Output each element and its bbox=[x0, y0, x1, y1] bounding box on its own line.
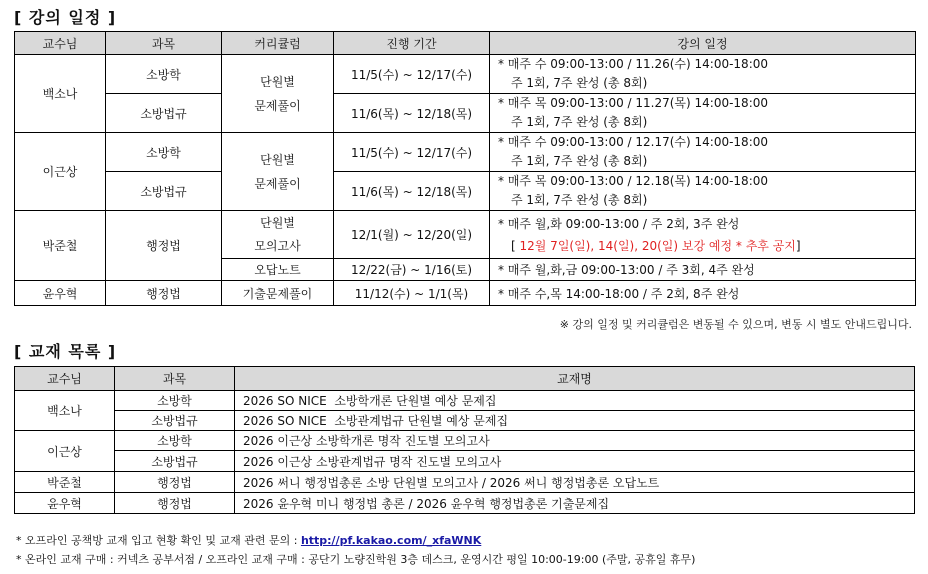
period-cell: 11/5(수) ~ 12/17(수) bbox=[334, 55, 490, 94]
table-row bbox=[15, 55, 916, 94]
textbook-title-cell: 2026 이근상 소방관계법규 명작 진도별 모의고사 bbox=[235, 451, 915, 472]
period-cell: 11/6(목) ~ 12/18(목) bbox=[334, 172, 490, 211]
subject-cell: 소방학 bbox=[115, 431, 235, 451]
period-cell: 11/12(수) ~ 1/1(목) bbox=[334, 281, 490, 306]
professor-cell: 박준철 bbox=[15, 472, 115, 493]
professor-cell: 백소나 bbox=[15, 55, 106, 133]
professor-cell: 윤우혁 bbox=[15, 493, 115, 514]
subject-cell: 소방법규 bbox=[115, 411, 235, 431]
header-subject: 과목 bbox=[115, 367, 235, 391]
footer-inquiry-line: * 오프라인 공책방 교재 입고 현황 확인 및 교재 관련 문의 : http://pf.kakao.com/_xfaWNK bbox=[16, 534, 482, 547]
curriculum-cell: 단원별 문제풀이 bbox=[222, 55, 334, 133]
table-row bbox=[15, 94, 916, 133]
subject-cell: 소방법규 bbox=[115, 451, 235, 472]
schedule-change-note: ※ 강의 일정 및 커리큘럼은 변동될 수 있으며, 변동 시 별도 안내드립니다. bbox=[559, 318, 912, 331]
subject-cell: 소방학 bbox=[115, 391, 235, 411]
table-row bbox=[15, 431, 915, 451]
header-textbook: 교재명 bbox=[235, 367, 915, 391]
schedule-cell: * 매주 수,목 14:00-18:00 / 주 2회, 8주 완성 bbox=[490, 281, 916, 306]
textbook-title-cell: 2026 SO NICE 소방학개론 단원별 예상 문제집 bbox=[235, 391, 915, 411]
professor-cell: 윤우혁 bbox=[15, 281, 106, 306]
kakao-inquiry-link[interactable]: http://pf.kakao.com/_xfaWNK bbox=[300, 534, 482, 547]
professor-cell: 백소나 bbox=[15, 391, 115, 431]
table-row bbox=[15, 211, 916, 259]
header-curriculum: 커리큘럼 bbox=[222, 32, 334, 55]
subject-cell: 행정법 bbox=[115, 493, 235, 514]
subject-cell: 소방학 bbox=[106, 133, 222, 172]
makeup-notice: [ 12월 7일(일), 14(일), 20(일) 보강 예정 * 추후 공지] bbox=[511, 238, 801, 253]
header-subject: 과목 bbox=[106, 32, 222, 55]
period-cell: 11/5(수) ~ 12/17(수) bbox=[334, 133, 490, 172]
textbook-table bbox=[14, 366, 915, 514]
subject-cell: 행정법 bbox=[106, 211, 222, 281]
subject-cell: 소방법규 bbox=[106, 94, 222, 133]
footer-purchase-line: * 온라인 교재 구매 : 커넥츠 공부서점 / 오프라인 교재 구매 : 공단기 노량진학원 3층 데스크, 운영시간 평일 10:00-19:00 (주말, 공휴일 휴무) bbox=[16, 553, 696, 566]
curriculum-cell: 단원별 모의고사 bbox=[222, 211, 334, 259]
subject-cell: 소방학 bbox=[106, 55, 222, 94]
textbook-title-cell: 2026 이근상 소방학개론 명작 진도별 모의고사 bbox=[235, 431, 915, 451]
table-row bbox=[15, 493, 915, 514]
professor-cell: 이근상 bbox=[15, 133, 106, 211]
table-row bbox=[15, 172, 916, 211]
table-row bbox=[15, 411, 915, 431]
subject-cell: 소방법규 bbox=[106, 172, 222, 211]
table-row bbox=[15, 472, 915, 493]
schedule-cell: * 매주 수 09:00-13:00 / 11.26(수) 14:00-18:00 주 1회, 7주 완성 (총 8회) bbox=[490, 55, 916, 94]
period-cell: 11/6(목) ~ 12/18(목) bbox=[334, 94, 490, 133]
period-cell: 12/1(월) ~ 12/20(일) bbox=[334, 211, 490, 259]
textbook-title-cell: 2026 SO NICE 소방관계법규 단원별 예상 문제집 bbox=[235, 411, 915, 431]
textbook-section-title: [ 교재 목록 ] bbox=[14, 342, 117, 361]
textbook-title-cell: 2026 써니 행정법총론 소방 단원별 모의고사 / 2026 써니 행정법총론 오답노트 bbox=[235, 472, 915, 493]
header-schedule: 강의 일정 bbox=[490, 32, 916, 55]
textbook-header-row bbox=[15, 367, 915, 391]
header-professor: 교수님 bbox=[15, 367, 115, 391]
schedule-cell: * 매주 목 09:00-13:00 / 11.27(목) 14:00-18:00 주 1회, 7주 완성 (총 8회) bbox=[490, 94, 916, 133]
textbook-title-cell: 2026 윤우혁 미니 행정법 총론 / 2026 윤우혁 행정법총론 기출문제집 bbox=[235, 493, 915, 514]
header-professor: 교수님 bbox=[15, 32, 106, 55]
table-row bbox=[15, 451, 915, 472]
professor-cell: 박준철 bbox=[15, 211, 106, 281]
table-row bbox=[15, 391, 915, 411]
subject-cell: 행정법 bbox=[106, 281, 222, 306]
schedule-cell: * 매주 월,화,금 09:00-13:00 / 주 3회, 4주 완성 bbox=[490, 259, 916, 281]
curriculum-cell: 기출문제풀이 bbox=[222, 281, 334, 306]
header-period: 진행 기간 bbox=[334, 32, 490, 55]
curriculum-cell: 오답노트 bbox=[222, 259, 334, 281]
table-row bbox=[15, 281, 916, 306]
schedule-cell: * 매주 수 09:00-13:00 / 12.17(수) 14:00-18:00 주 1회, 7주 완성 (총 8회) bbox=[490, 133, 916, 172]
makeup-notice-text: 12월 7일(일), 14(일), 20(일) 보강 예정 * 추후 공지 bbox=[515, 238, 796, 253]
schedule-table bbox=[14, 31, 916, 306]
table-row bbox=[15, 133, 916, 172]
curriculum-cell: 단원별 문제풀이 bbox=[222, 133, 334, 211]
professor-cell: 이근상 bbox=[15, 431, 115, 472]
schedule-cell: * 매주 월,화 09:00-13:00 / 주 2회, 3주 완성 [ 12월 7일(일), 14(일), 20(일) 보강 예정 * 추후 공지] bbox=[490, 211, 916, 259]
subject-cell: 행정법 bbox=[115, 472, 235, 493]
schedule-header-row bbox=[15, 32, 916, 55]
schedule-cell: * 매주 목 09:00-13:00 / 12.18(목) 14:00-18:00 주 1회, 7주 완성 (총 8회) bbox=[490, 172, 916, 211]
period-cell: 12/22(금) ~ 1/16(토) bbox=[334, 259, 490, 281]
schedule-section-title: [ 강의 일정 ] bbox=[14, 8, 117, 27]
